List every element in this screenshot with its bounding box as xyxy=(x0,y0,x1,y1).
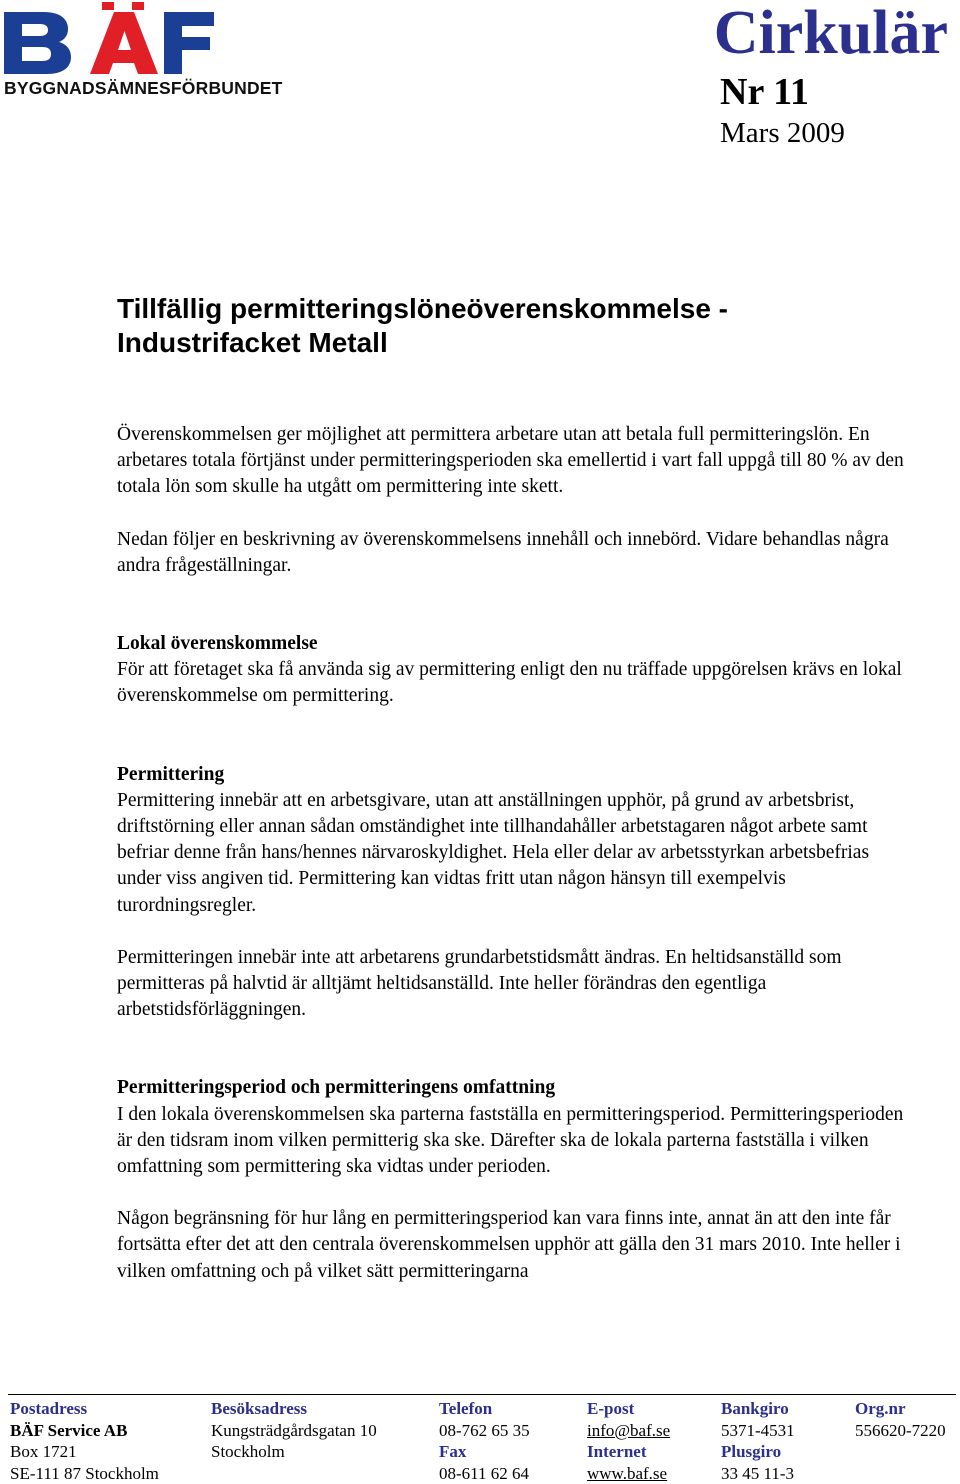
section-lokal xyxy=(117,631,917,710)
footer-website-link[interactable]: www.baf.se xyxy=(587,1463,670,1484)
footer-company: BÄF Service AB xyxy=(10,1420,159,1442)
footer-street: Kungsträdgårdsgatan 10 xyxy=(211,1420,377,1442)
document-body xyxy=(117,422,917,1311)
intro-paragraph: Nedan följer en beskrivning av överenskommelsens innehåll och innebörd. Vidare behandlas några andra frågeställningar. xyxy=(117,527,917,579)
intro-paragraph: Överenskommelsen ger möjlighet att permittera arbetare utan att betala full permitteringslön. En arbetares totala förtjänst under permitteringsperioden ska emellertid i vart fall uppgå till 80 % av den totala lön som skulle ha utgått om permittering inte skett. xyxy=(117,422,917,501)
footer-label: Internet xyxy=(587,1441,670,1463)
footer-visit-city: Stockholm xyxy=(211,1441,377,1463)
section-heading: Lokal överenskommelse xyxy=(117,631,917,657)
footer-col-besoksadress xyxy=(211,1398,377,1463)
title-line-1: Tillfällig permitteringslöneöverenskommelse - xyxy=(117,292,877,326)
title-line-2: Industrifacket Metall xyxy=(117,326,877,360)
baf-logo xyxy=(2,2,312,102)
footer-col-telefon xyxy=(439,1398,530,1484)
section-paragraph: Permitteringen innebär inte att arbetarens grundarbetstidsmått ändras. En heltidsanställd som permitteras på halvtid är alltjämt heltidsanställd. Inte heller förändras den egentliga arbetstidsförläggningen. xyxy=(117,945,917,1024)
footer-label: Bankgiro xyxy=(721,1398,795,1420)
footer-label: Postadress xyxy=(10,1398,159,1420)
footer-box: Box 1721 xyxy=(10,1441,159,1463)
circular-label: Cirkulär xyxy=(714,0,948,66)
logo-subtitle: BYGGNADSÄMNESFÖRBUNDET xyxy=(4,78,283,99)
section-paragraph: Någon begränsning för hur lång en permitteringsperiod kan vara finns inte, annat än att den inte får fortsätta efter det att den centrala överenskommelsen upphör att gälla den 31 mars 2010. Inte heller i vilken omfattning och på vilket sätt permitteringarna xyxy=(117,1206,917,1285)
footer-label: Besöksadress xyxy=(211,1398,377,1420)
footer-label: Telefon xyxy=(439,1398,530,1420)
footer-fax: 08-611 62 64 xyxy=(439,1463,530,1484)
section-permitteringsperiod xyxy=(117,1075,917,1284)
footer-phone: 08-762 65 35 xyxy=(439,1420,530,1442)
footer-col-epost xyxy=(587,1398,670,1484)
issue-date: Mars 2009 xyxy=(720,116,845,150)
footer-plusgiro: 33 45 11-3 xyxy=(721,1463,795,1484)
issue-number: Nr 11 xyxy=(720,70,809,114)
section-paragraph: För att företaget ska få använda sig av permittering enligt den nu träffade uppgörelsen krävs en lokal överenskommelse om permittering. xyxy=(117,657,917,709)
footer-label: Plusgiro xyxy=(721,1441,795,1463)
footer-bankgiro: 5371-4531 xyxy=(721,1420,795,1442)
section-heading: Permitteringsperiod och permitteringens omfattning xyxy=(117,1075,917,1101)
footer-orgnr: 556620-7220 xyxy=(855,1420,946,1442)
footer-col-bankgiro xyxy=(721,1398,795,1484)
section-paragraph: Permittering innebär att en arbetsgivare, utan att anställningen upphör, på grund av arbetsbrist, driftstörning eller annan sådan omständighet inte tillhandahåller arbetstagaren något arbete samt befriar denne från hans/hennes närvaroskyldighet. Hela eller delar av arbetsstyrkan arbetsbefrias under viss angiven tid. Permittering kan vidtas fritt utan någon hänsyn till exempelvis turordningsregler. xyxy=(117,788,917,919)
document-title xyxy=(117,292,877,360)
footer-divider xyxy=(8,1394,956,1395)
footer-label: Fax xyxy=(439,1441,530,1463)
baf-logo-mark xyxy=(2,2,312,78)
footer-postal-city: SE-111 87 Stockholm xyxy=(10,1463,159,1484)
footer-col-postadress xyxy=(10,1398,159,1484)
section-permittering xyxy=(117,762,917,1024)
footer-label: Org.nr xyxy=(855,1398,946,1420)
footer-email-link[interactable]: info@baf.se xyxy=(587,1420,670,1442)
section-heading: Permittering xyxy=(117,762,917,788)
footer-col-orgnr xyxy=(855,1398,946,1441)
footer-label: E-post xyxy=(587,1398,670,1420)
section-paragraph: I den lokala överenskommelsen ska parterna fastställa en permitteringsperiod. Permitteringsperioden är den tidsram inom vilken permitterig ska ske. Därefter ska de lokala parterna fastställa i vilken omfattning som permittering ska vidtas under perioden. xyxy=(117,1102,917,1181)
